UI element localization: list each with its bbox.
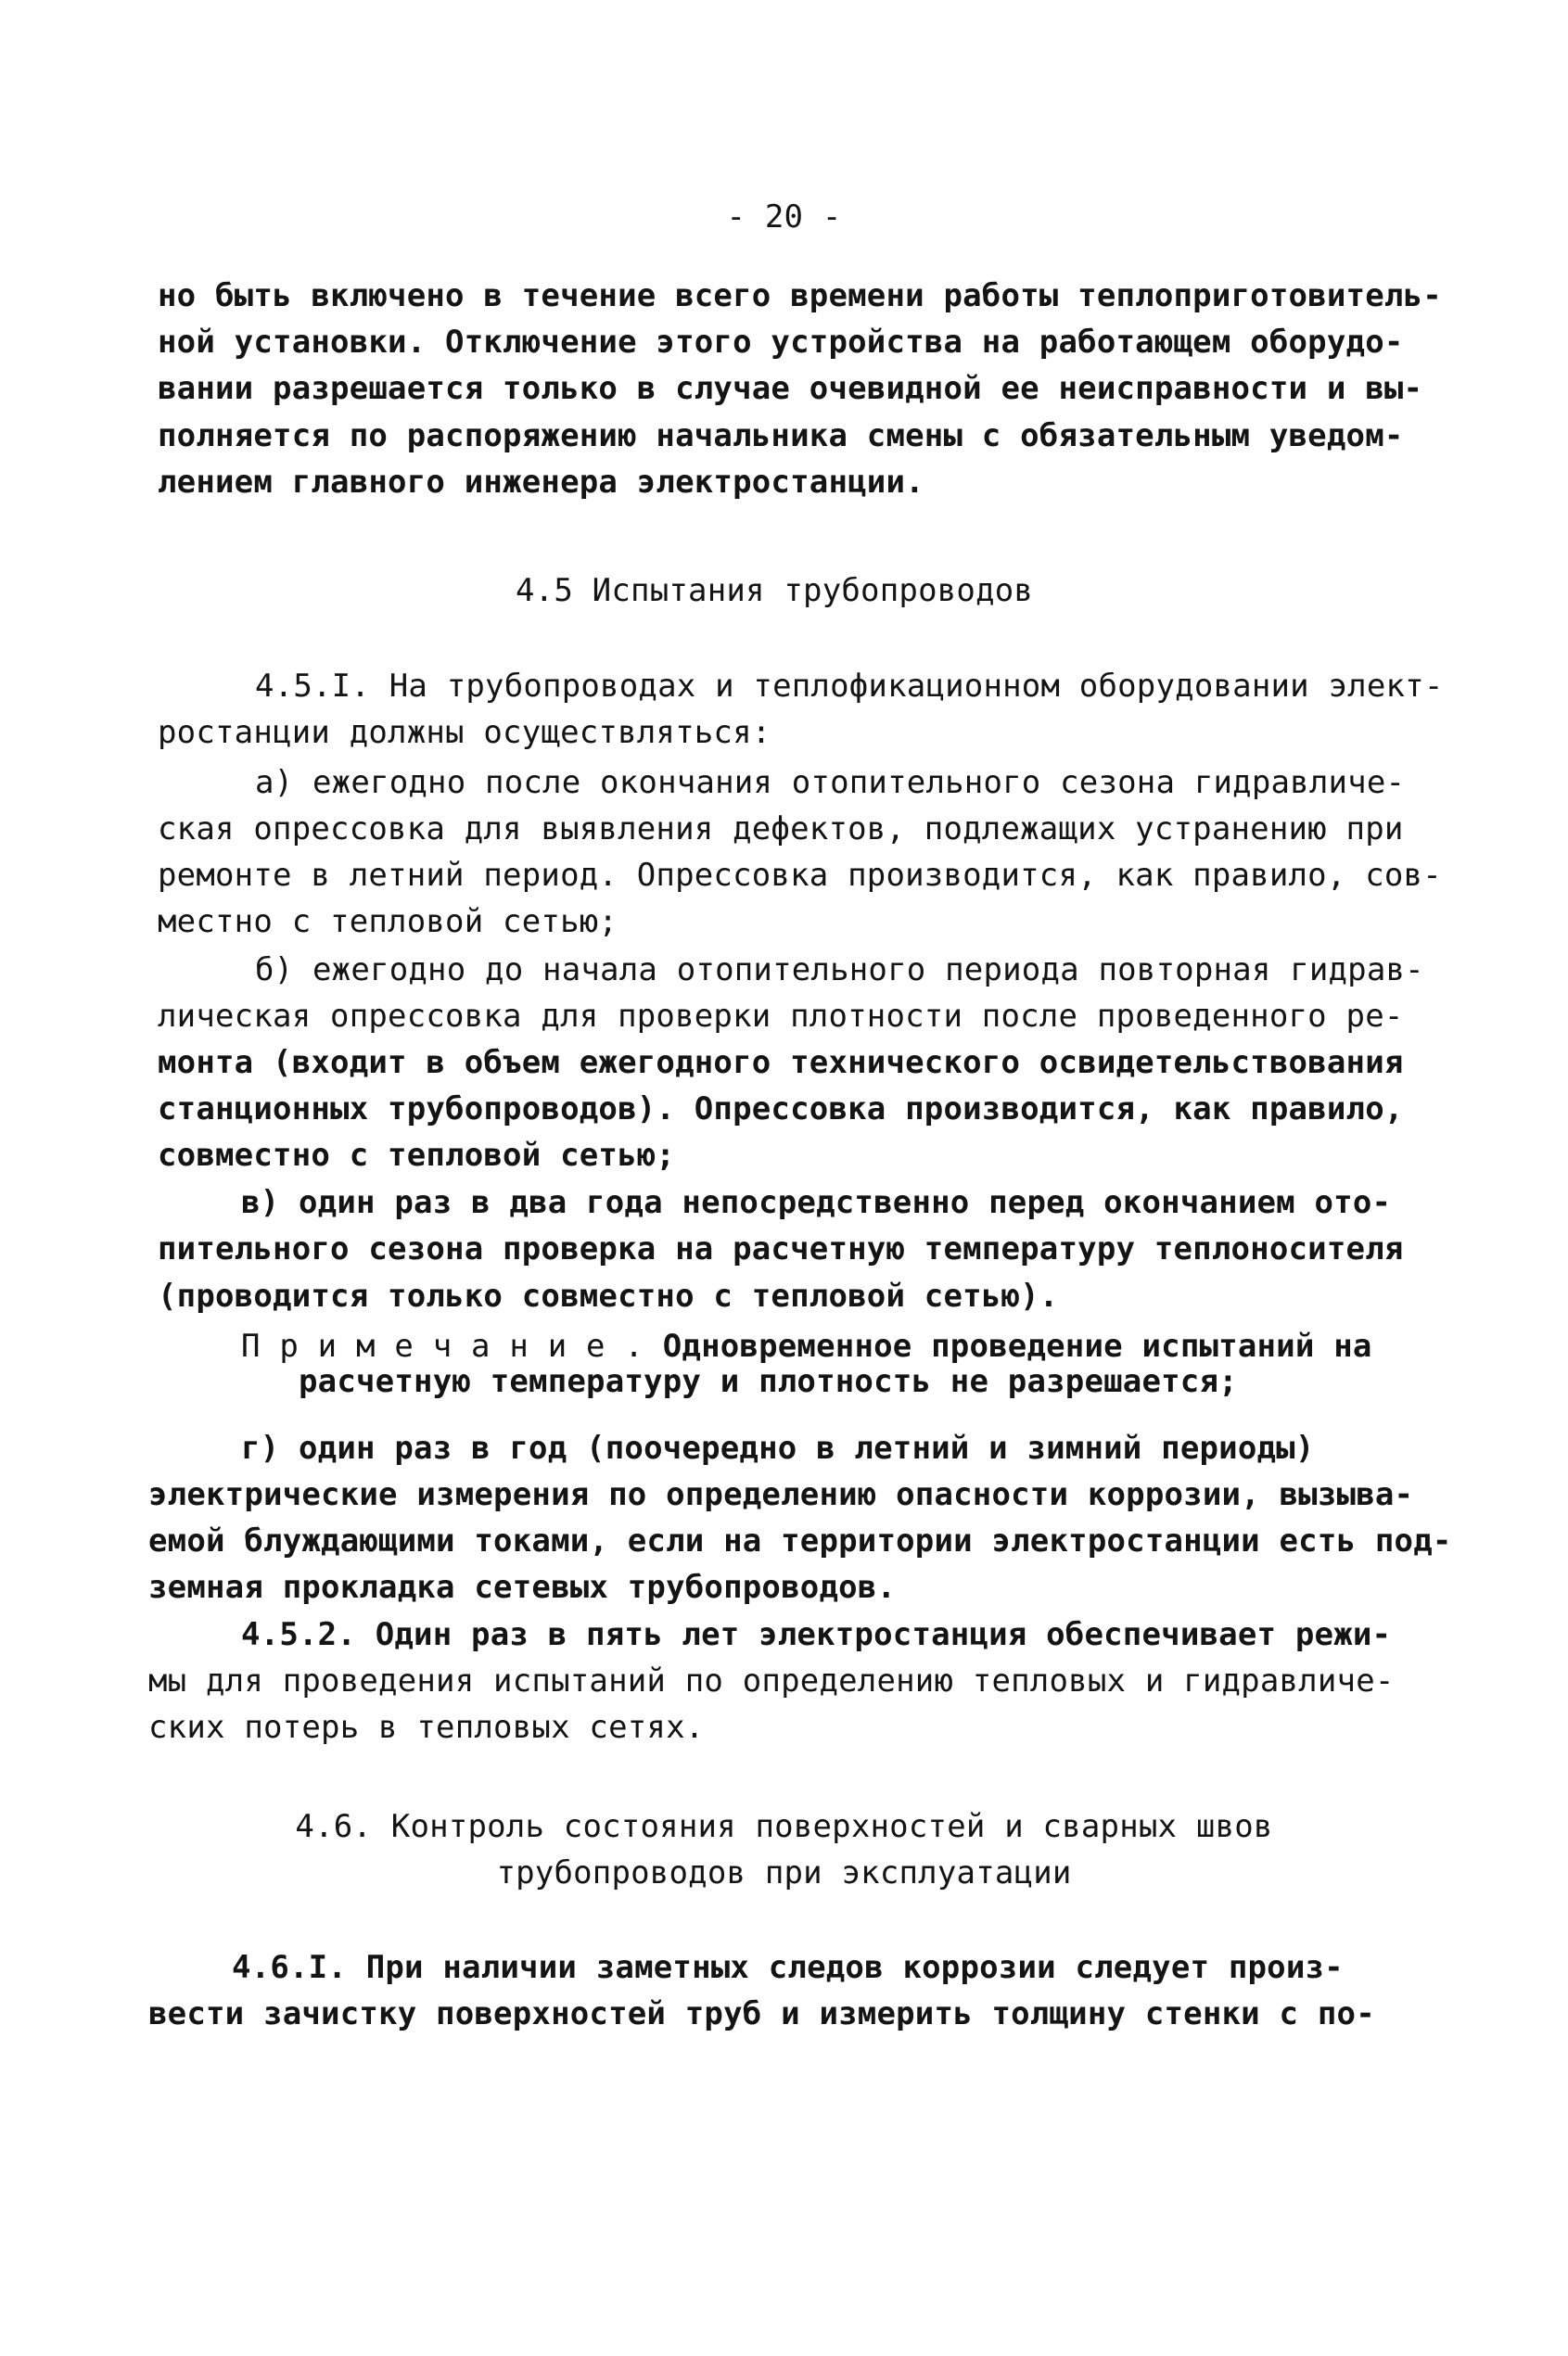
paragraph-4-5-2-line: 4.5.2. Один раз в пять лет электростанция обеспечивает режи- <box>241 1616 1392 1653</box>
intro-line: вании разрешается только в случае очевидной ее неисправности и вы- <box>158 370 1423 407</box>
item-g-line: емой блуждающими токами, если на территории электростанции есть под- <box>148 1522 1452 1560</box>
item-a-line: а) ежегодно после окончания отопительного сезона гидравличе- <box>255 764 1406 801</box>
item-b-line: монта (входит в объем ежегодного технического освидетельствования <box>158 1044 1404 1081</box>
item-b-line: лическая опрессовка для проверки плотности после проведенного ре- <box>158 998 1404 1035</box>
paragraph-4-5-2-line: мы для проведения испытаний по определению тепловых и гидравличе- <box>148 1662 1395 1700</box>
intro-line: ной установки. Отключение этого устройства на работающем оборудо- <box>158 324 1404 361</box>
item-a-line: местно с тепловой сетью; <box>158 903 618 940</box>
item-a-line: ская опрессовка для выявления дефектов, подлежащих устранению при <box>158 810 1404 847</box>
paragraph-4-6-1-line: 4.6.I. При наличии заметных следов коррозии следует произ- <box>232 1949 1344 1986</box>
paragraph-4-5-1-line: 4.5.I. На трубопроводах и теплофикационном оборудовании элект- <box>255 668 1444 705</box>
note-text-line2: расчетную температуру и плотность не разрешается; <box>299 1363 1238 1400</box>
item-v-line: пительного сезона проверка на расчетную температуру теплоносителя <box>158 1230 1404 1267</box>
item-g-line: г) один раз в год (поочередно в летний и зимний периоды) <box>241 1430 1315 1467</box>
item-v-line: (проводится только совместно с тепловой сетью). <box>158 1278 1059 1315</box>
paragraph-4-5-2-line: ских потерь в тепловых сетях. <box>148 1709 705 1746</box>
item-b-line: станционных трубопроводов). Опрессовка производится, как правило, <box>158 1090 1404 1127</box>
item-b-line: б) ежегодно до начала отопительного периода повторная гидрав- <box>255 951 1424 988</box>
item-v-line: в) один раз в два года непосредственно перед окончанием ото- <box>241 1184 1392 1221</box>
item-b-line: совместно с тепловой сетью; <box>158 1137 676 1174</box>
intro-line: лением главного инженера электростанции. <box>158 464 924 501</box>
intro-line: но быть включено в течение всего времени работы теплоприготовитель- <box>158 277 1442 314</box>
note-text: Одновременное проведение испытаний на <box>644 1328 1372 1365</box>
item-g-line: земная прокладка сетевых трубопроводов. <box>148 1569 897 1606</box>
section-4-6-title: 4.6. Контроль состояния поверхностей и сварных швов <box>295 1808 1273 1845</box>
note-label: П р и м е ч а н и е . <box>241 1328 644 1365</box>
item-g-line: электрические измерения по определению опасности коррозии, вызыва- <box>148 1476 1414 1513</box>
page-number: - 20 - <box>726 198 842 236</box>
paragraph-4-6-1-line: вести зачистку поверхностей труб и измерить толщину стенки с по- <box>148 1995 1375 2032</box>
section-4-6-title: трубопроводов при эксплуатации <box>496 1854 1072 1891</box>
paragraph-4-5-1-line: ростанции должны осуществляться: <box>158 714 771 751</box>
section-4-5-title: 4.5 Испытания трубопроводов <box>516 572 1034 609</box>
item-a-line: ремонте в летний период. Опрессовка производится, как правило, сов- <box>158 857 1442 894</box>
intro-line: полняется по распоряжению начальника смены с обязательным уведом- <box>158 417 1404 454</box>
